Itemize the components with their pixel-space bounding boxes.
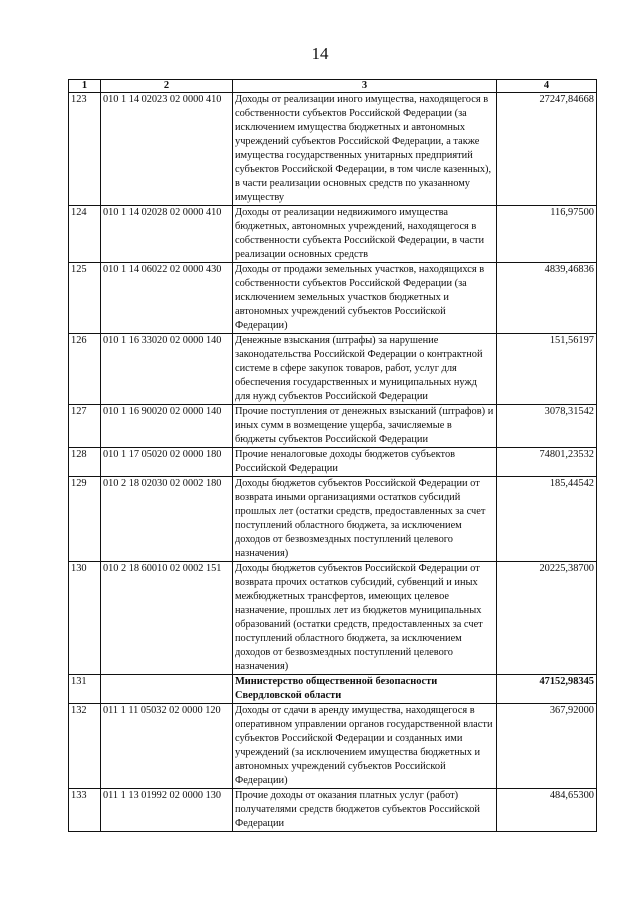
budget-code: 010 1 17 05020 02 0000 180 — [101, 448, 233, 477]
page-number: 14 — [311, 44, 329, 63]
amount-value: 151,56197 — [497, 334, 597, 405]
table-row — [69, 477, 597, 562]
amount-value: 185,44542 — [497, 477, 597, 562]
row-number: 133 — [69, 789, 101, 832]
row-number: 124 — [69, 206, 101, 263]
budget-code: 010 1 16 90020 02 0000 140 — [101, 405, 233, 448]
amount-value: 4839,46836 — [497, 263, 597, 334]
amount-value: 74801,23532 — [497, 448, 597, 477]
revenue-table — [68, 79, 597, 832]
revenue-name: Доходы бюджетов субъектов Российской Федерации от возврата прочих остатков субсидий, субвенций и иных межбюджетных трансфертов, имеющих целевое назначение, прошлых лет из бюджетов муниципальных образований (остатки средств, предоставленных за счет поступлений областного бюджета, за исключением доходов от безвозмездных поступлений целевого назначения) — [233, 562, 497, 675]
budget-code: 010 2 18 02030 02 0002 180 — [101, 477, 233, 562]
column-header-2: 2 — [101, 80, 233, 93]
budget-code: 010 1 14 06022 02 0000 430 — [101, 263, 233, 334]
row-number: 125 — [69, 263, 101, 334]
amount-value: 20225,38700 — [497, 562, 597, 675]
revenue-name: Доходы от реализации недвижимого имущества бюджетных, автономных учреждений, находящегося в собственности субъекта Российской Федерации, в части реализации основных средств — [233, 206, 497, 263]
budget-code — [101, 675, 233, 704]
budget-code: 011 1 13 01992 02 0000 130 — [101, 789, 233, 832]
revenue-name: Прочие доходы от оказания платных услуг (работ) получателями средств бюджетов субъектов Российской Федерации — [233, 789, 497, 832]
table-row — [69, 405, 597, 448]
revenue-name: Прочие неналоговые доходы бюджетов субъектов Российской Федерации — [233, 448, 497, 477]
row-number: 127 — [69, 405, 101, 448]
table-row — [69, 704, 597, 789]
table-header-row — [69, 80, 597, 93]
column-header-1: 1 — [69, 80, 101, 93]
amount-value: 27247,84668 — [497, 93, 597, 206]
table-row — [69, 789, 597, 832]
row-number: 123 — [69, 93, 101, 206]
revenue-name: Доходы от реализации иного имущества, находящегося в собственности субъектов Российской Федерации (за исключением имущества бюджетных и автономных учреждений субъектов Российской Федерации, а также имущества государственных унитарных предприятий субъектов Российской Федерации, в том числе казенных), в части реализации основных средств по указанному имуществу — [233, 93, 497, 206]
table-row — [69, 334, 597, 405]
revenue-name: Доходы бюджетов субъектов Российской Федерации от возврата иными организациями остатков субсидий прошлых лет (остатки средств, предоставленных за счет поступлений областного бюджета, за исключением доходов от безвозмездных поступлений целевого назначения) — [233, 477, 497, 562]
table-row — [69, 263, 597, 334]
table-row — [69, 206, 597, 263]
revenue-name: Прочие поступления от денежных взысканий (штрафов) и иных сумм в возмещение ущерба, зачисляемые в бюджеты субъектов Российской Федерации — [233, 405, 497, 448]
column-header-4: 4 — [497, 80, 597, 93]
row-number: 126 — [69, 334, 101, 405]
budget-code: 010 2 18 60010 02 0002 151 — [101, 562, 233, 675]
revenue-name: Доходы от сдачи в аренду имущества, находящегося в оперативном управлении органов государственной власти субъектов Российской Федерации и созданных ими учреждений (за исключением имущества бюджетных и автономных учреждений субъектов Российской Федерации) — [233, 704, 497, 789]
revenue-name: Денежные взыскания (штрафы) за нарушение законодательства Российской Федерации о контрактной системе в сфере закупок товаров, работ, услуг для обеспечения государственных и муниципальных нужд для нужд субъектов Российской Федерации — [233, 334, 497, 405]
row-number: 128 — [69, 448, 101, 477]
table-row — [69, 448, 597, 477]
amount-value: 116,97500 — [497, 206, 597, 263]
budget-code: 011 1 11 05032 02 0000 120 — [101, 704, 233, 789]
amount-value: 47152,98345 — [497, 675, 597, 704]
budget-code: 010 1 16 33020 02 0000 140 — [101, 334, 233, 405]
row-number: 131 — [69, 675, 101, 704]
revenue-name: Министерство общественной безопасности Свердловской области — [233, 675, 497, 704]
budget-code: 010 1 14 02028 02 0000 410 — [101, 206, 233, 263]
budget-code: 010 1 14 02023 02 0000 410 — [101, 93, 233, 206]
amount-value: 484,65300 — [497, 789, 597, 832]
row-number: 132 — [69, 704, 101, 789]
amount-value: 367,92000 — [497, 704, 597, 789]
row-number: 130 — [69, 562, 101, 675]
table-row — [69, 675, 597, 704]
column-header-3: 3 — [233, 80, 497, 93]
row-number: 129 — [69, 477, 101, 562]
table-row — [69, 562, 597, 675]
revenue-name: Доходы от продажи земельных участков, находящихся в собственности субъектов Российской Федерации (за исключением земельных участков бюджетных и автономных учреждений субъектов Российской Федерации) — [233, 263, 497, 334]
table-row — [69, 93, 597, 206]
amount-value: 3078,31542 — [497, 405, 597, 448]
